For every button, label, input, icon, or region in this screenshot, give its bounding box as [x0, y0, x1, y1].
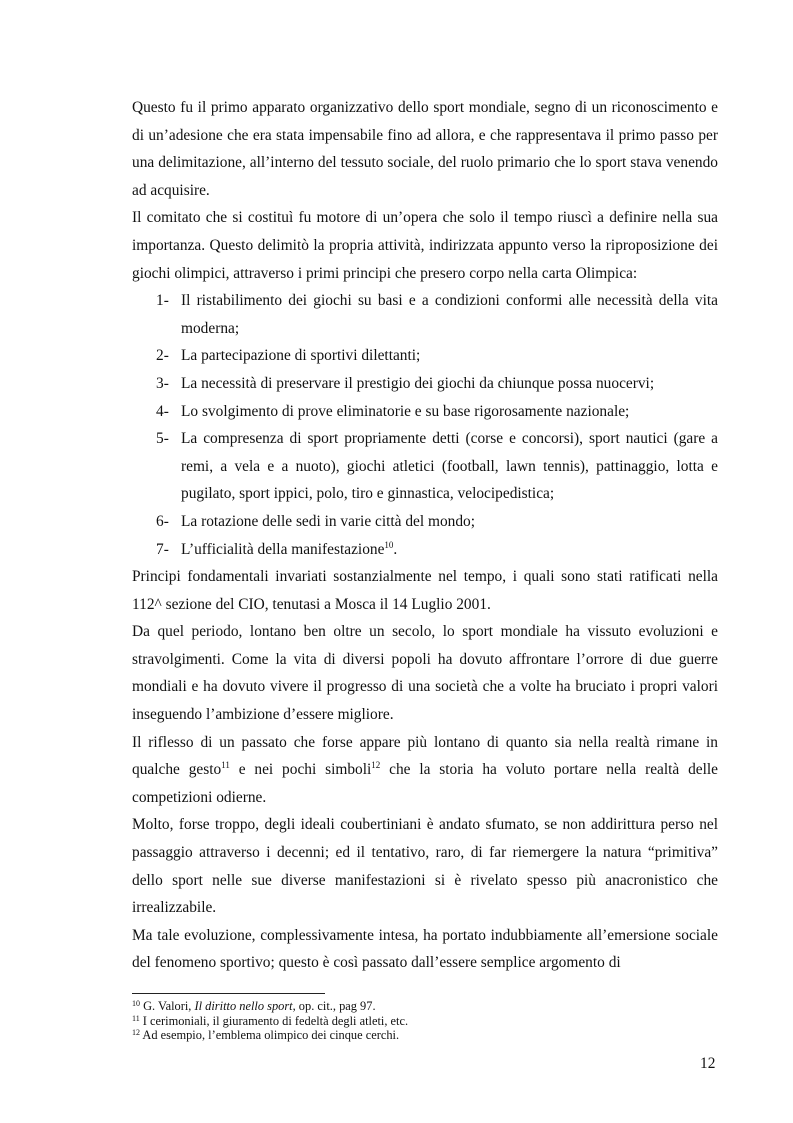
- list-text: La partecipazione di sportivi dilettanti;: [181, 347, 421, 365]
- list-text-tail: .: [393, 540, 398, 558]
- list-text: Lo svolgimento di prove eliminatorie e su base rigorosamente nazionale;: [181, 402, 630, 420]
- list-number: 1-: [156, 292, 169, 310]
- list-number: 7-: [156, 540, 169, 558]
- list-text: Il ristabilimento dei giochi su basi e a condizioni conformi alle necessità della vita moderna;: [181, 292, 718, 337]
- paragraph: Da quel periodo, lontano ben oltre un secolo, lo sport mondiale ha vissuto evoluzioni e stravolgimenti. Come la vita di diversi popoli ha dovuto affrontare l’orrore di due guerre mondiali e ha dovuto vivere il progresso di una società che a volte ha bruciato i propri valori inseguendo l’ambizione d’essere migliore.: [132, 623, 718, 724]
- paragraph: Principi fondamentali invariati sostanzialmente nel tempo, i quali sono stati ratificati nella 112^ sezione del CIO, tenutasi a Mosca il 14 Luglio 2001.: [132, 568, 718, 613]
- list-number: 2-: [156, 347, 169, 365]
- footnote: [132, 1028, 718, 1043]
- paragraph: [132, 729, 718, 812]
- list-text: La compresenza di sport propriamente detti (corse e concorsi), sport nautici (gare a remi, a vela e a nuoto), giochi atletici (football, lawn tennis), pattinaggio, lotta e pugilato, sport ippici, polo, tiro e ginnastica, velocipedistica;: [181, 430, 718, 503]
- footnote-number: 11: [132, 1013, 140, 1023]
- footnote-divider: [132, 993, 325, 994]
- footnote-ref: 10: [384, 539, 394, 550]
- list-item: [132, 287, 718, 342]
- list-item: [132, 398, 718, 426]
- list-item: [132, 342, 718, 370]
- footnotes: [132, 999, 718, 1043]
- list-number: 4-: [156, 402, 169, 420]
- list-item: [132, 508, 718, 536]
- list-number: 5-: [156, 430, 169, 448]
- footnote: [132, 999, 718, 1014]
- footnote-ref: 11: [221, 760, 230, 771]
- footnote-text: Ad esempio, l’emblema olimpico dei cinque cerchi.: [140, 1028, 400, 1042]
- paragraph: Questo fu il primo apparato organizzativo dello sport mondiale, segno di un riconoscimento e di un’adesione che era stata impensabile fino ad allora, e che rappresentava il primo passo per una delimitazione, all’interno del tessuto sociale, del ruolo primario che lo sport stava venendo ad acquisire.: [132, 99, 718, 199]
- list-item: [132, 370, 718, 398]
- footnote-number: 10: [132, 999, 140, 1008]
- footnote-text: G. Valori,: [140, 999, 195, 1013]
- olympic-charter-list: [132, 287, 718, 563]
- paragraph: Il comitato che si costituì fu motore di un’opera che solo il tempo riuscì a definire nella sua importanza. Questo delimitò la propria attività, indirizzata appunto verso la riproposizione dei giochi olimpici, attraverso i primi principi che presero corpo nella carta Olimpica:: [132, 209, 718, 282]
- footnote-number: 12: [132, 1028, 140, 1037]
- footnote-title: Il diritto nello sport: [194, 999, 293, 1013]
- page-body: [132, 94, 718, 977]
- list-text: La rotazione delle sedi in varie città del mondo;: [181, 512, 476, 530]
- paragraph-text: e nei pochi simboli: [229, 761, 372, 779]
- paragraph: Molto, forse troppo, degli ideali coubertiniani è andato sfumato, se non addirittura perso nel passaggio attraverso i decenni; ed il tentativo, raro, di far riemergere la natura “primitiva” dello sport nelle sue diverse manifestazioni si è rivelato spesso più anacronistico che irrealizzabile.: [132, 816, 718, 917]
- list-text: La necessità di preservare il prestigio dei giochi da chiunque possa nuocervi;: [181, 374, 655, 392]
- footnote-text: I cerimoniali, il giuramento di fedeltà degli atleti, etc.: [139, 1013, 409, 1028]
- paragraph-text: che la storia ha voluto portare nella realtà delle competizioni odierne.: [132, 761, 718, 806]
- list-number: 3-: [156, 374, 169, 392]
- list-number: 6-: [156, 512, 169, 530]
- list-item: [132, 536, 718, 564]
- list-item: [132, 425, 718, 508]
- footnote-text: , op. cit., pag 97.: [292, 999, 376, 1013]
- footnote: [132, 1014, 718, 1029]
- page-number: 12: [700, 1055, 716, 1072]
- paragraph: Ma tale evoluzione, complessivamente intesa, ha portato indubbiamente all’emersione sociale del fenomeno sportivo; questo è così passato dall’essere semplice argomento di: [132, 926, 718, 972]
- list-text: L’ufficialità della manifestazione: [181, 540, 385, 558]
- paragraph-text: Il riflesso di un passato che forse appare più lontano di quanto sia nella realtà rimane in qualche gesto: [132, 733, 718, 779]
- footnote-ref: 12: [371, 760, 381, 771]
